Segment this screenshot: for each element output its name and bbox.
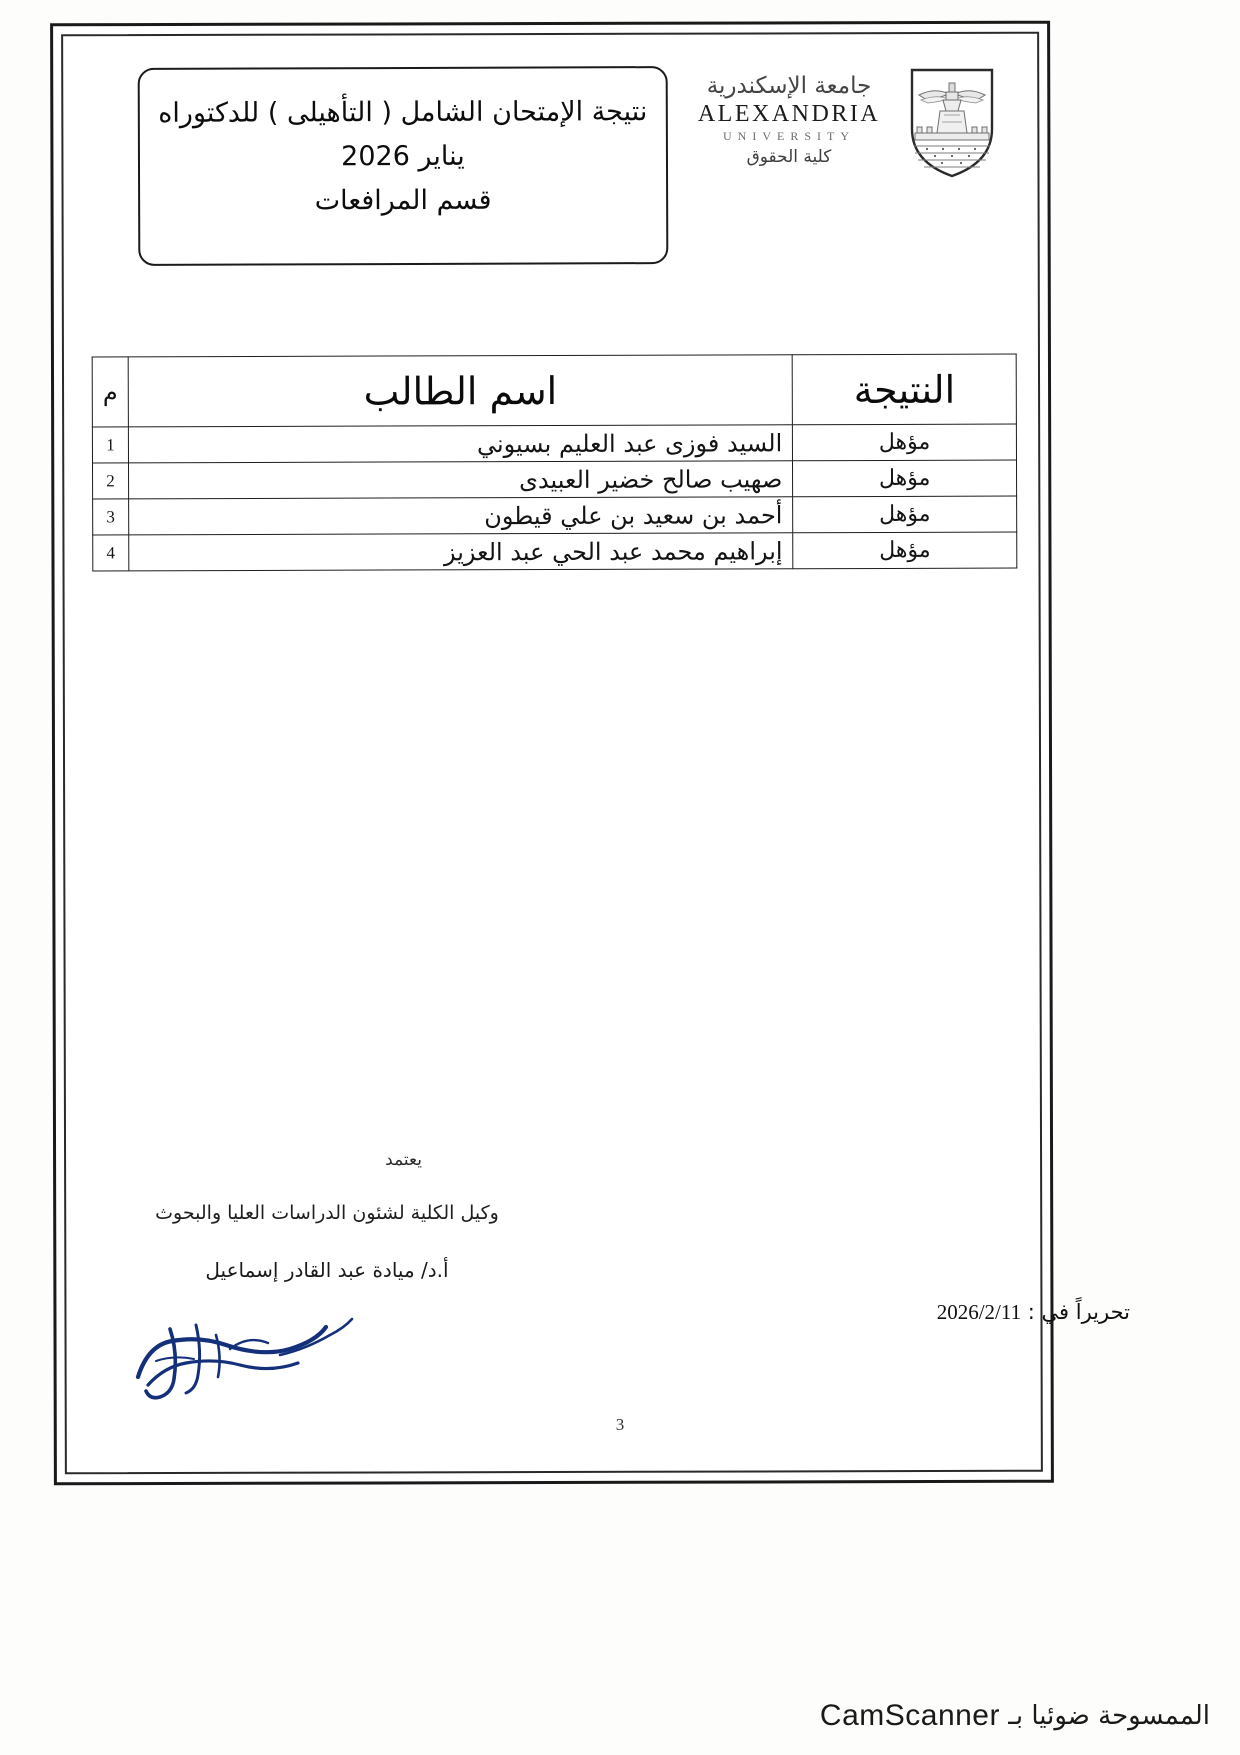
logo-english-sub: UNIVERSITY: [723, 129, 855, 143]
cell-student-name: صهيب صالح خضير العبيدى: [519, 464, 783, 494]
lighthouse-crest-icon: [909, 67, 995, 179]
cell-seq: 1: [106, 434, 115, 454]
cell-student-name: أحمد بن سعيد بن علي قيطون: [484, 500, 783, 530]
camscanner-brand: CamScanner: [819, 1699, 1000, 1732]
cell-seq: 4: [106, 542, 116, 562]
logo-english-name: ALEXANDRIA: [697, 101, 881, 127]
cell-student-name: السيد فوزى عبد العليم بسيوني: [476, 428, 783, 458]
title-line-3: قسم المرافعات: [314, 184, 492, 217]
cell-result: مؤهل: [878, 465, 931, 491]
results-table: [92, 354, 1018, 572]
approval-role: وكيل الكلية لشئون الدراسات العليا والبحوث: [155, 1202, 499, 1224]
column-header-result-label: النتيجة: [853, 367, 956, 412]
cell-result: مؤهل: [879, 537, 931, 563]
issue-date-label: تحريراً في :: [1027, 1300, 1130, 1324]
approval-signer-name: أ.د/ ميادة عبد القادر إسماعيل: [205, 1258, 449, 1282]
logo-faculty-name: كلية الحقوق: [746, 147, 832, 167]
approval-word: يعتمد: [385, 1150, 422, 1170]
approval-block: [92, 1150, 562, 1282]
column-header-result: [792, 354, 1016, 425]
logo-arabic-name: جامعة الإسكندرية: [706, 73, 872, 99]
table-row: [92, 460, 1016, 499]
camscanner-prefix: الممسوحة ضوئيا بـ: [1008, 1701, 1210, 1731]
column-header-name-label: اسم الطالب: [363, 368, 558, 414]
column-header-seq-label: م: [102, 377, 118, 406]
title-box: [138, 66, 669, 266]
cell-result: مؤهل: [879, 501, 931, 527]
page-number: 3: [615, 1415, 625, 1434]
title-line-1: نتيجة الإمتحان الشامل ( التأهيلى ) للدكتوراه: [158, 96, 648, 129]
title-line-2: يناير 2026: [341, 140, 465, 173]
cell-seq: 3: [106, 506, 115, 526]
table-row: [93, 532, 1017, 571]
issue-date-value: 2026/2/11: [936, 1300, 1022, 1324]
camscanner-watermark: [820, 1699, 1210, 1733]
table-header-row: [92, 354, 1016, 427]
cell-seq: 2: [106, 470, 115, 490]
cell-result: مؤهل: [878, 429, 931, 455]
table-row: [92, 424, 1016, 463]
logo-text-block: [675, 65, 903, 169]
table-body: [92, 424, 1016, 571]
issue-date: [937, 1300, 1130, 1325]
column-header-name: [128, 355, 793, 427]
university-logo: [675, 65, 995, 210]
column-header-seq: [92, 357, 128, 427]
document-header: [70, 45, 1020, 275]
handwritten-signature: [130, 1305, 380, 1410]
cell-student-name: إبراهيم محمد عبد الحي عبد العزيز: [443, 536, 783, 566]
table-row: [93, 496, 1017, 535]
